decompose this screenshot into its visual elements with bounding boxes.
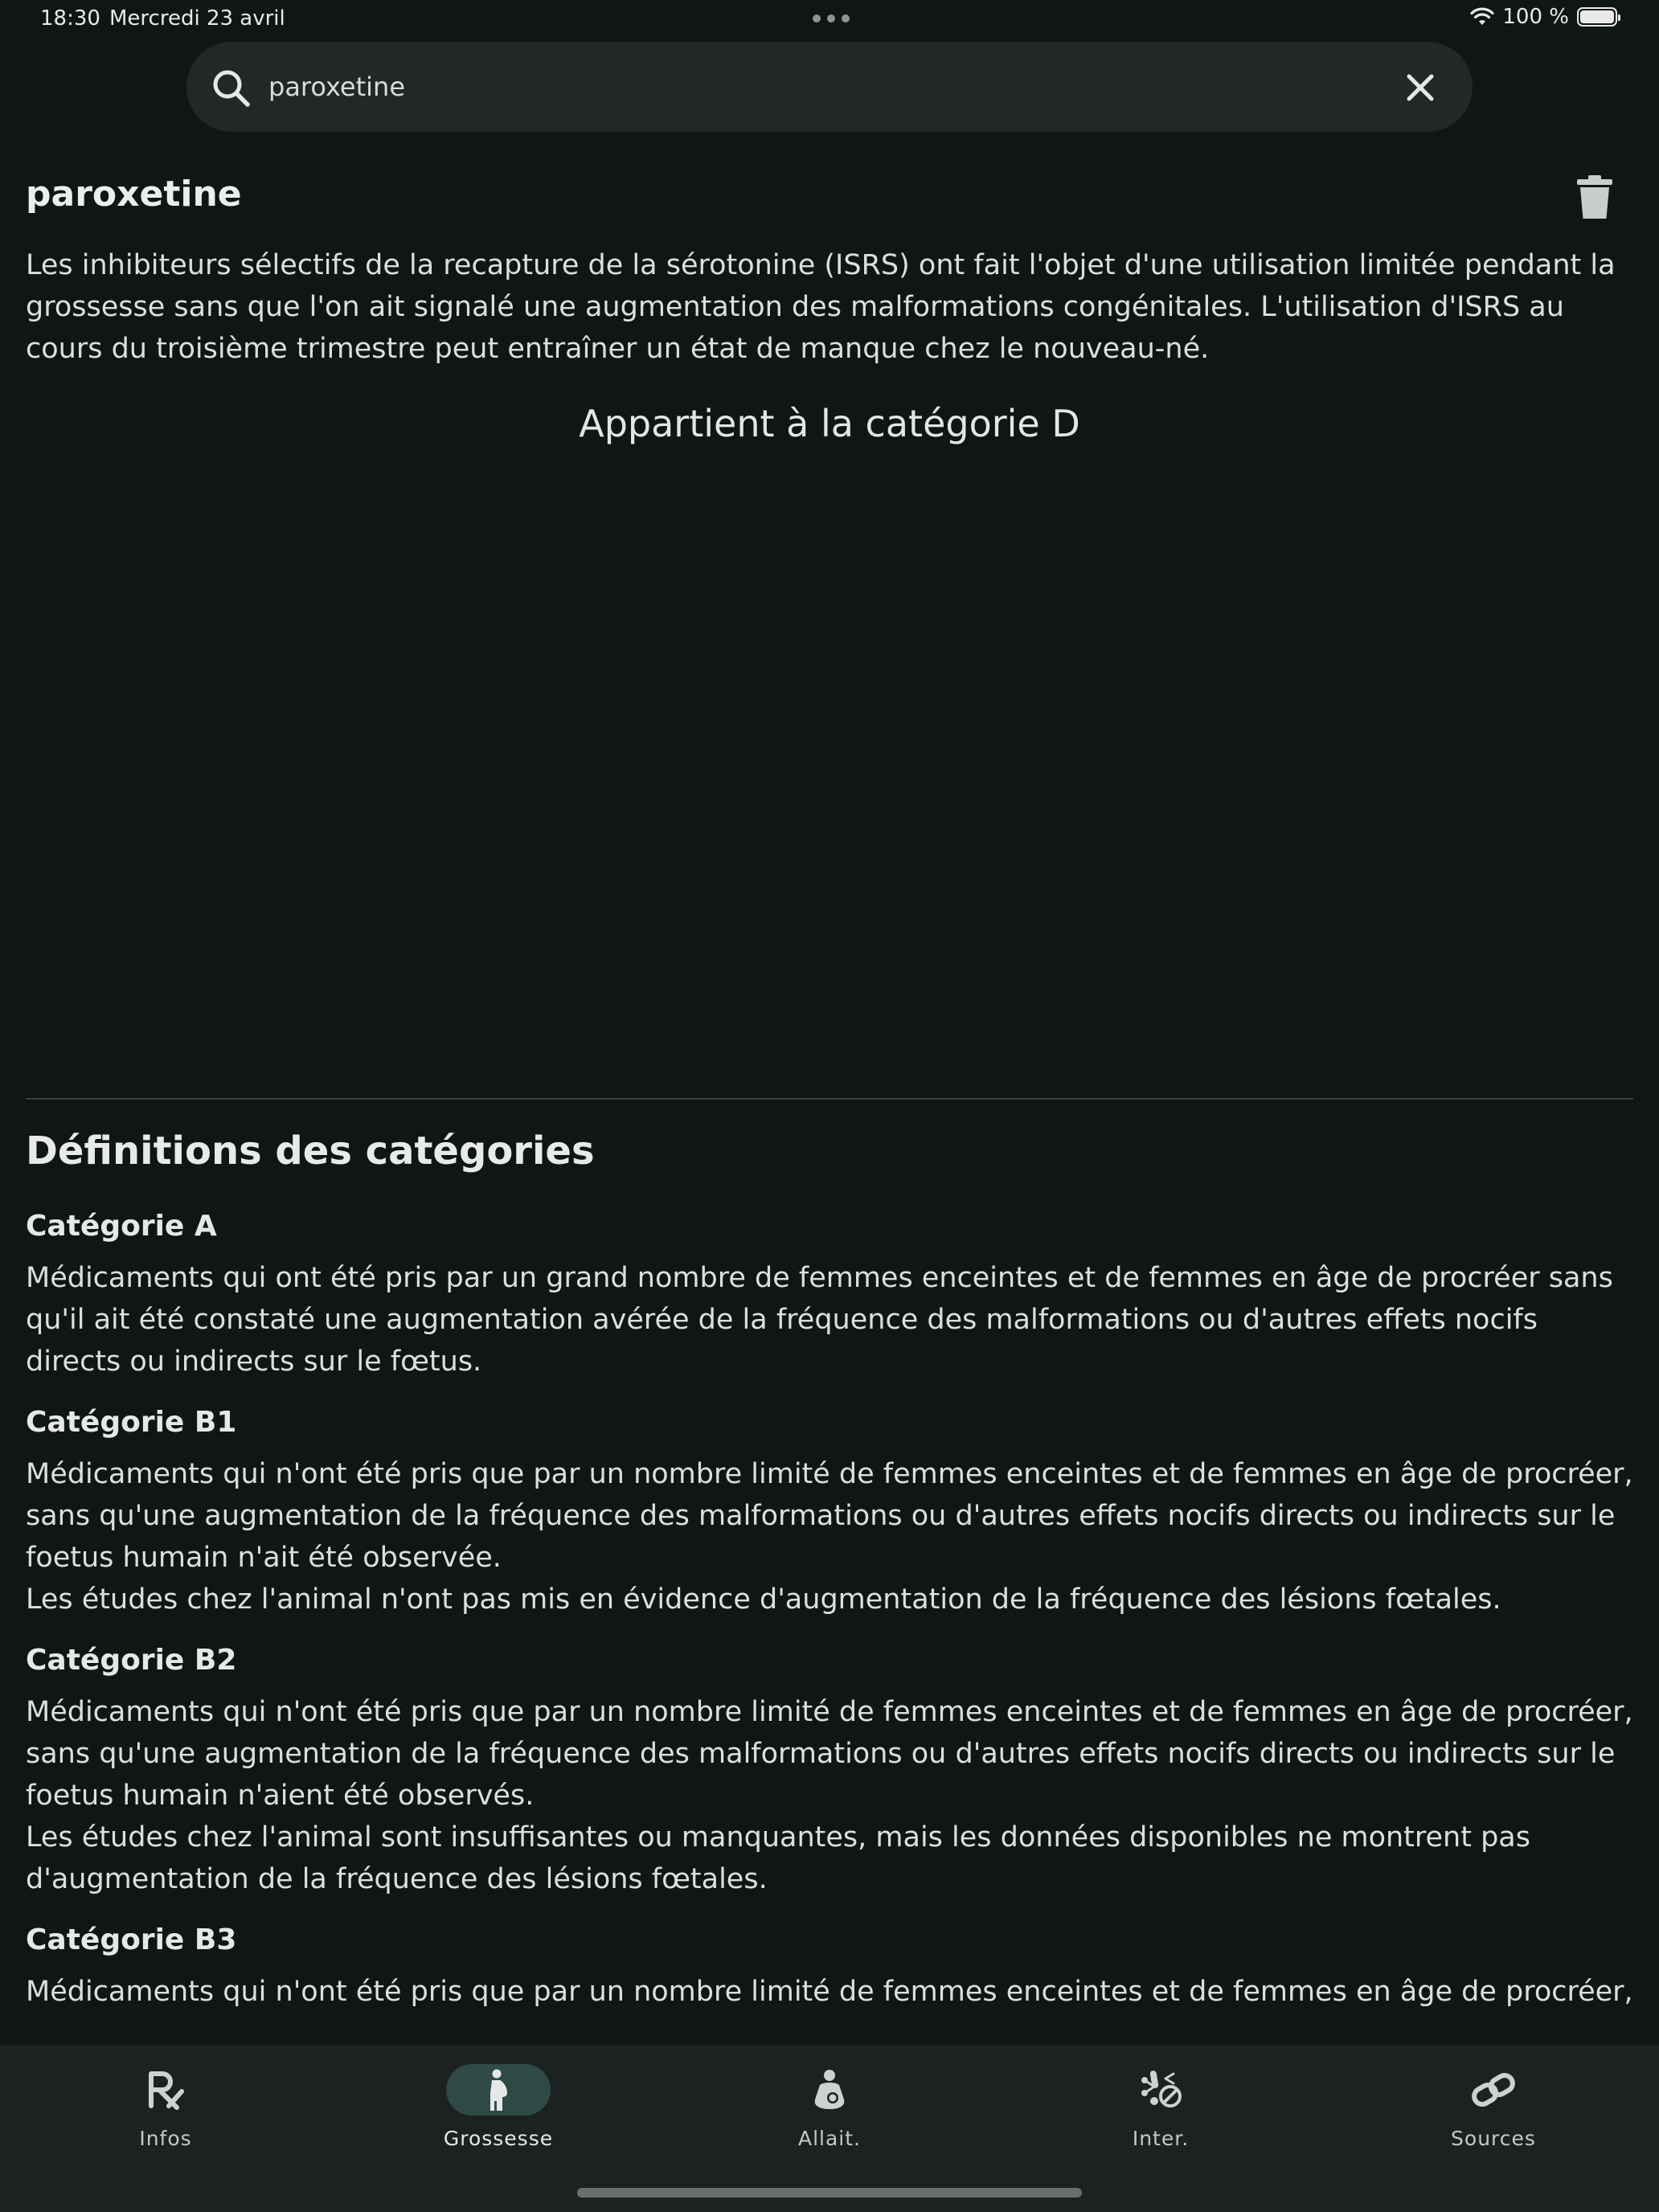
search-icon	[211, 68, 252, 109]
status-bar	[0, 0, 1659, 39]
nav-label: Sources	[1451, 2127, 1536, 2150]
definitions-list	[26, 1206, 1641, 2032]
status-time: 18:30	[40, 6, 100, 31]
pregnant-woman-icon	[482, 2069, 514, 2111]
battery-percentage: 100 %	[1502, 5, 1569, 29]
close-icon[interactable]	[1405, 72, 1436, 103]
definition-title: Catégorie B2	[26, 1644, 237, 1677]
nav-label: Infos	[139, 2127, 192, 2150]
search-bar	[186, 42, 1473, 132]
search-input[interactable]	[267, 63, 1312, 111]
definition-text: Médicaments qui n'ont été pris que par un nombre limité de femmes enceintes et de femmes en âge de procréer, sans qu'une augmentation de la fréquence des malformations ou d'autres effets nocifs directs ou indirects sur le foetus humain n'ait été observée. Les études chez l'animal n'ont pas mis en évidence d'augmentation de la fréquence des lésions fœtales.	[26, 1458, 1633, 1616]
wifi-icon	[1470, 7, 1494, 27]
interaction-icon	[1138, 2069, 1183, 2111]
drug-description: Les inhibiteurs sélectifs de la recapture de la sérotonine (ISRS) ont fait l'objet d'une utilisation limitée pendant la grossesse sans que l'on ait signalé une augmentation des malformations congénitales. L'utilisation d'ISRS au cours du troisième trimestre peut entraîner un état de manque chez le nouveau-né.	[26, 249, 1616, 365]
definition-title: Catégorie A	[26, 1210, 217, 1243]
rx-icon	[145, 2069, 186, 2111]
definitions-title: Définitions des catégories	[26, 1129, 595, 1174]
drug-title: paroxetine	[26, 174, 242, 215]
definition-item	[26, 1640, 1641, 1900]
definition-item	[26, 1206, 1641, 1382]
nav-item-allaitement[interactable]	[733, 2064, 926, 2161]
status-right	[1470, 5, 1617, 29]
definition-title: Catégorie B1	[26, 1406, 237, 1439]
home-indicator[interactable]	[577, 2188, 1082, 2198]
nav-item-interactions[interactable]	[1064, 2064, 1257, 2161]
nav-item-infos[interactable]	[69, 2064, 262, 2161]
definition-title: Catégorie B3	[26, 1923, 237, 1956]
definition-item	[26, 1919, 1641, 2013]
link-icon	[1469, 2071, 1518, 2109]
pregnancy-category: Appartient à la catégorie D	[579, 402, 1080, 445]
definition-text: Médicaments qui ont été pris par un grand nombre de femmes enceintes et de femmes en âge de procréer sans qu'il ait été constaté une augmentation avérée de la fréquence des malformations ou d'autres effets nocifs directs ou indirects sur le fœtus.	[26, 1262, 1613, 1378]
status-date: Mercredi 23 avril	[109, 6, 285, 31]
nav-item-grossesse[interactable]	[402, 2064, 595, 2161]
nav-label: Allait.	[797, 2127, 861, 2150]
definition-text: Médicaments qui n'ont été pris que par un nombre limité de femmes enceintes et de femmes en âge de procréer, sans qu'une augmentation de la fréquence des malformations ou d'autres effets nocifs directs ou indirects sur le foetus humain n'aient été observés. Les études chez l'animal sont insuffisantes ou manquantes, mais les données disponibles ne montrent pas d'augmentation de la fréquence des lésions fœtales.	[26, 1696, 1633, 1895]
trash-icon[interactable]	[1577, 175, 1612, 219]
battery-icon	[1577, 7, 1617, 27]
nav-item-sources[interactable]	[1397, 2064, 1590, 2161]
breastfeeding-icon	[810, 2069, 849, 2111]
definition-item	[26, 1402, 1641, 1620]
divider	[26, 1098, 1633, 1100]
nav-label: Grossesse	[443, 2127, 554, 2150]
bottom-navigation	[0, 2045, 1659, 2212]
nav-label: Inter.	[1132, 2127, 1190, 2150]
multitasking-dots-icon[interactable]	[813, 14, 850, 23]
definition-text: Médicaments qui n'ont été pris que par un nombre limité de femmes enceintes et de femmes en âge de procréer,	[26, 1976, 1633, 2008]
